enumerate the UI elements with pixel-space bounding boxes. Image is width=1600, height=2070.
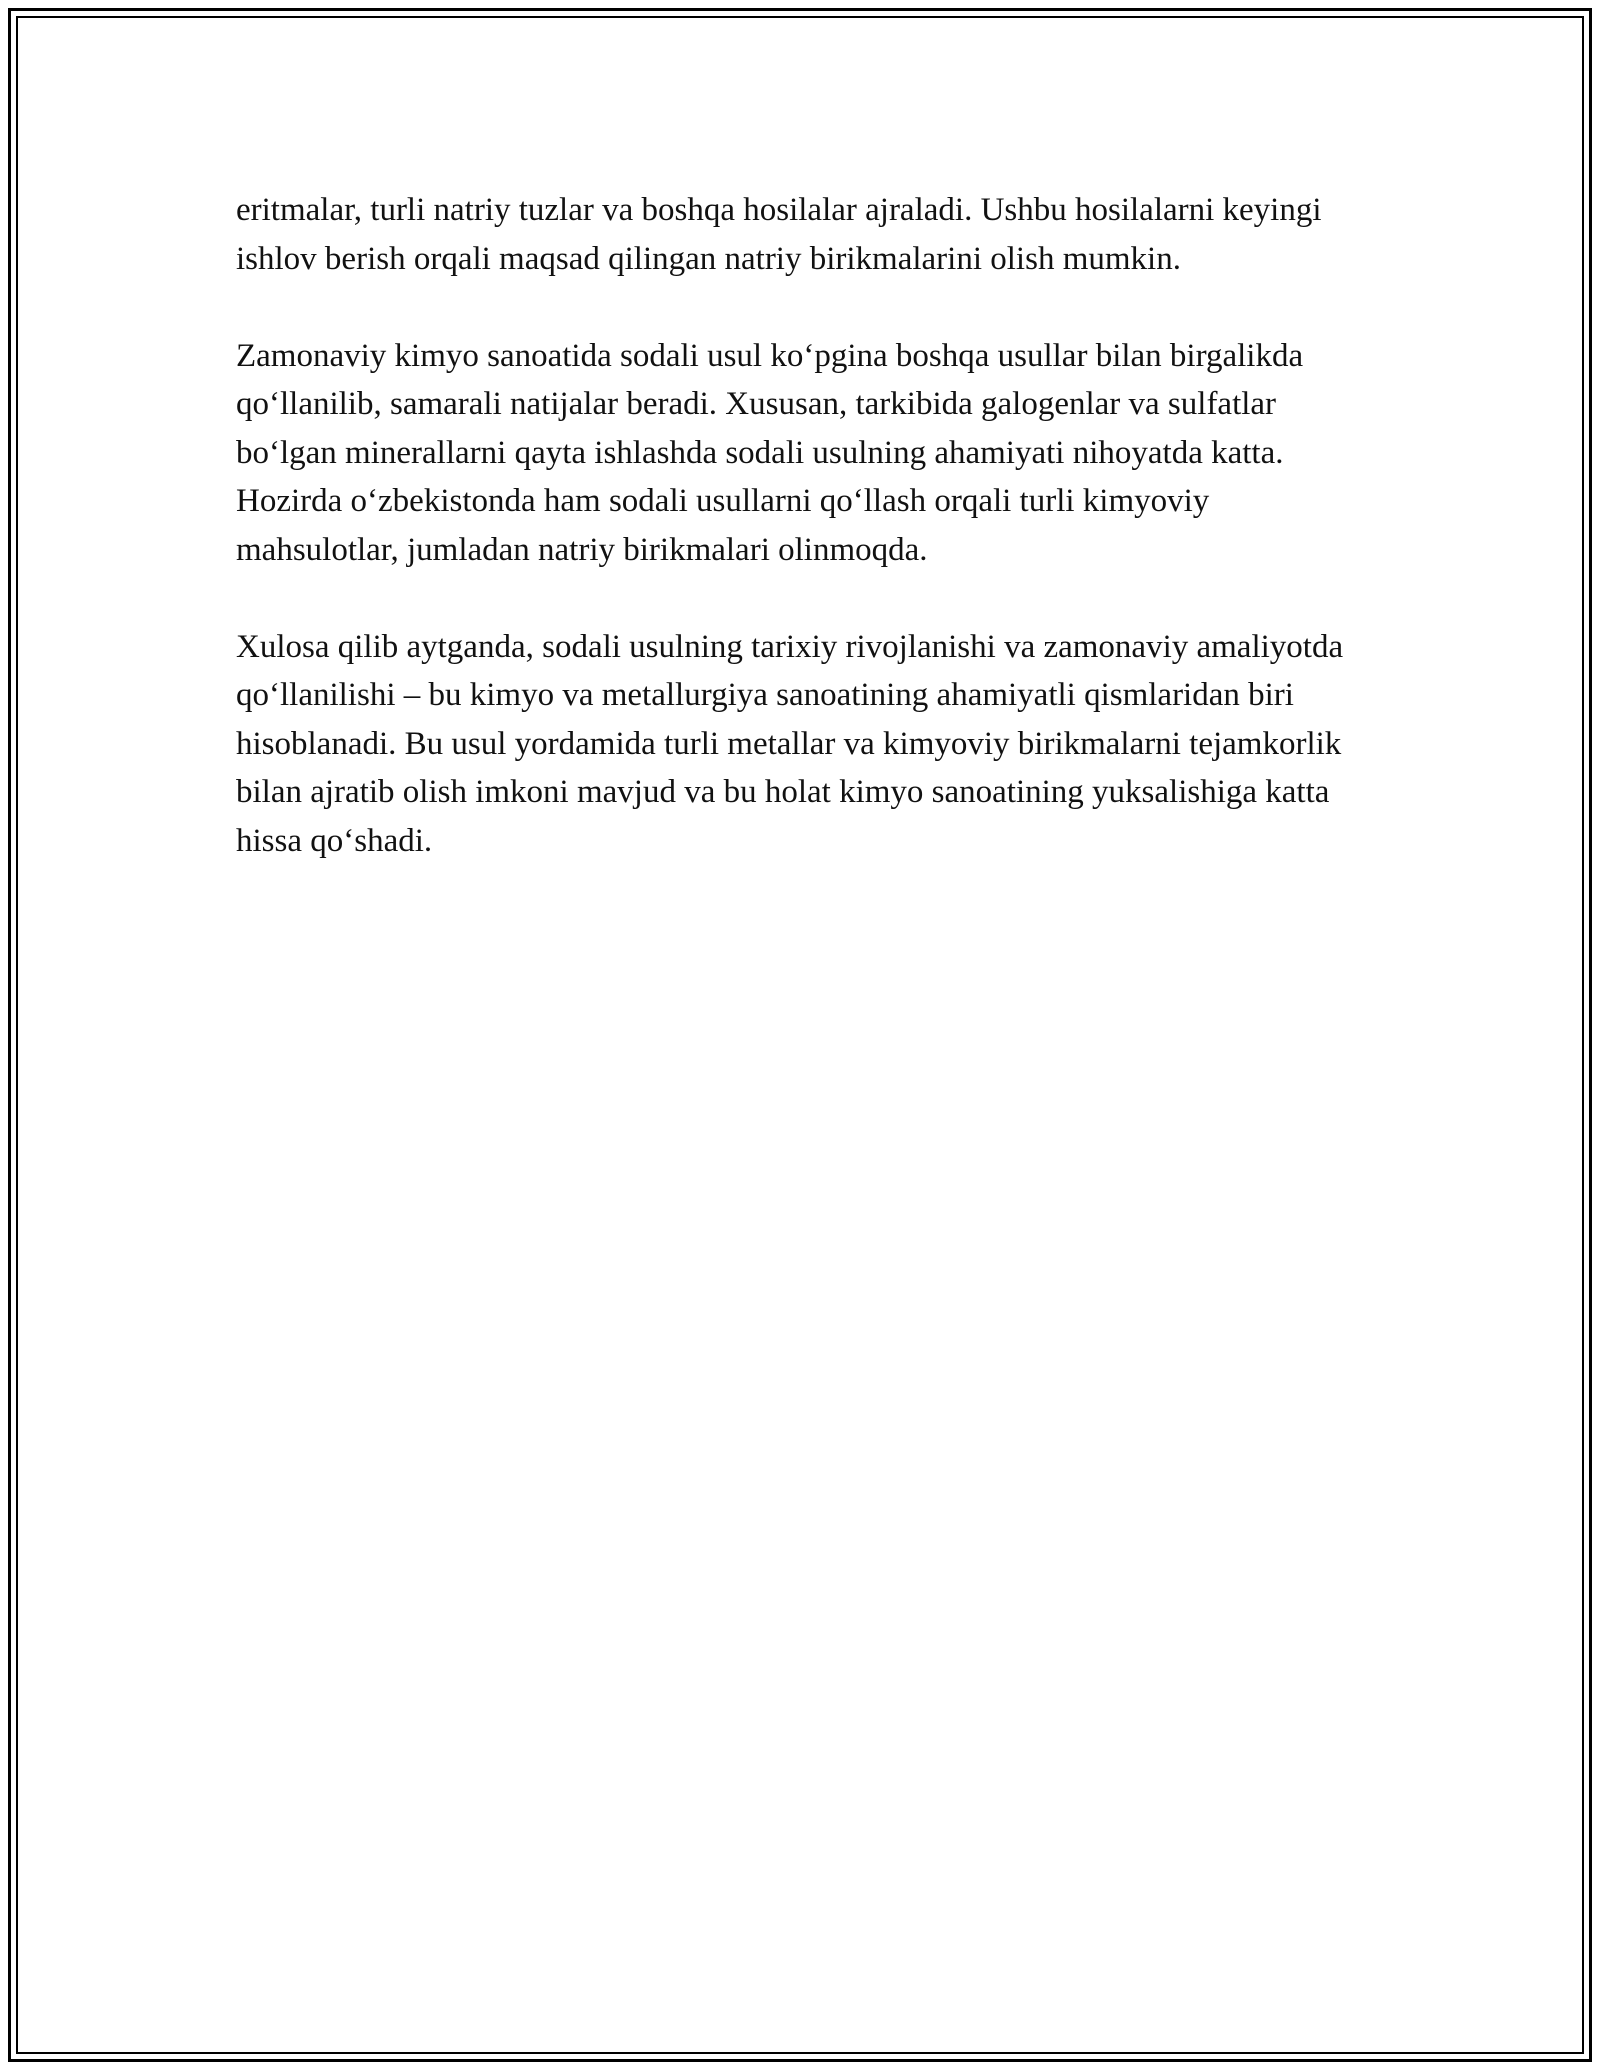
paragraph-1: eritmalar, turli natriy tuzlar va boshqa hosilalar ajraladi. Ushbu hosilalarni keyingi ishlov berish orqali maqsad qilingan natriy birikmalarini olish mumkin. [236, 192, 1322, 277]
paragraph-2: Zamonaviy kimyo sanoatida sodali usul ko‘pgina boshqa usullar bilan birgalikda qo‘llanilib, samarali natijalar beradi. Xususan, tarkibida galogenlar va sulfatlar bo‘lgan minerallarni qayta ishlashda sodali usulning ahamiyati nihoyatda katta. Hozirda o‘zbekistonda ham sodali usullarni qo‘llash orqali turli kimyoviy mahsulotlar, jumladan natriy birikmalari olinmoqda. [236, 337, 1304, 568]
document-body [236, 186, 1366, 914]
paragraph-3: Xulosa qilib aytganda, sodali usulning tarixiy rivojlanishi va zamonaviy amaliyotda qo‘llanilishi – bu kimyo va metallurgiya sanoatining ahamiyatli qismlaridan biri hisoblanadi. Bu usul yordamida turli metallar va kimyoviy birikmalarni tejamkorlik bilan ajratib olish imkoni mavjud va bu holat kimyo sanoatining yuksalishiga katta hissa qo‘shadi. [236, 628, 1344, 859]
